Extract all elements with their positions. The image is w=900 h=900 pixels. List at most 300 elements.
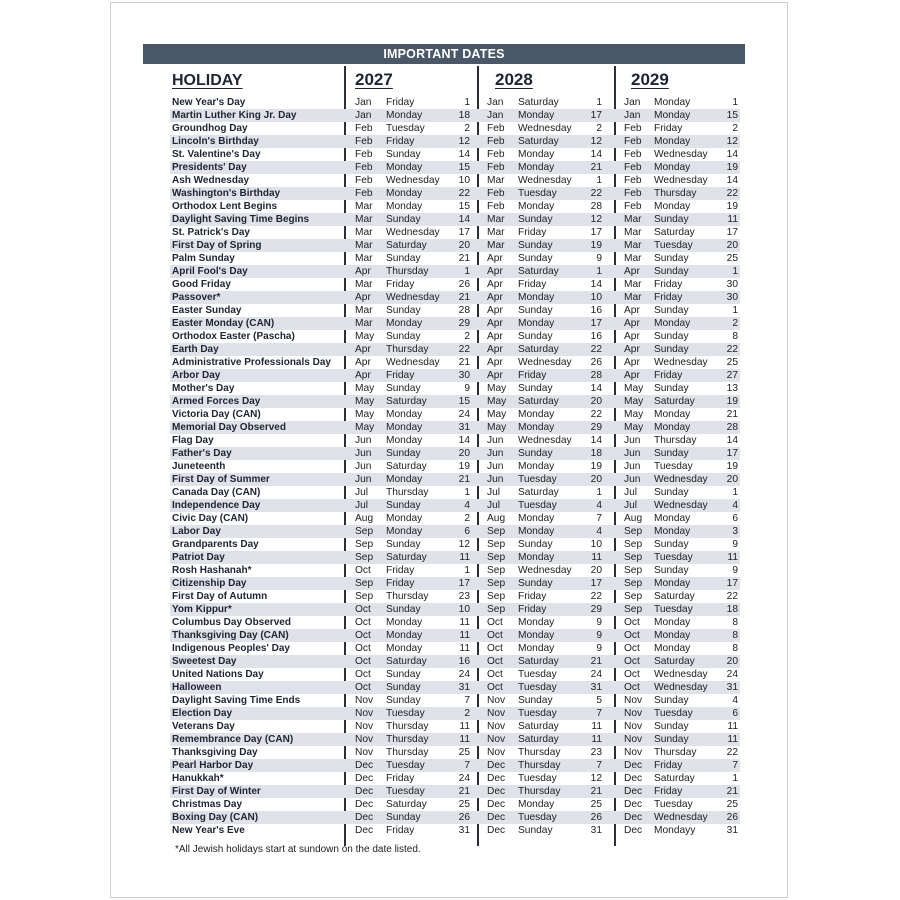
day-2027: 22 [458, 344, 470, 355]
day-2027: 30 [458, 370, 470, 381]
month-2027: May [355, 331, 375, 342]
month-2029: Jun [624, 474, 641, 485]
holiday-name: Grandparents Day [172, 539, 259, 550]
day-2028: 12 [590, 773, 602, 784]
table-row [170, 382, 740, 395]
table-row [170, 759, 740, 772]
holiday-name: Easter Sunday [172, 305, 242, 316]
month-2028: May [487, 396, 507, 407]
footnote: *All Jewish holidays start at sundown on the date listed. [175, 844, 421, 855]
day-2028: 23 [590, 747, 602, 758]
weekday-2029: Monday [654, 422, 691, 433]
month-2027: Jul [355, 500, 369, 511]
month-2029: Nov [624, 747, 643, 758]
month-2027: Dec [355, 786, 374, 797]
weekday-2028: Monday [518, 149, 555, 160]
month-2027: Feb [355, 136, 373, 147]
month-2027: Jan [355, 97, 372, 108]
table-row [170, 668, 740, 681]
weekday-2027: Monday [386, 188, 423, 199]
day-2029: 19 [726, 201, 738, 212]
day-2029: 26 [726, 812, 738, 823]
weekday-2028: Saturday [518, 487, 559, 498]
weekday-2027: Sunday [386, 500, 421, 511]
day-2027: 28 [458, 305, 470, 316]
weekday-2029: Monday [654, 318, 691, 329]
holiday-name: Martin Luther King Jr. Day [172, 110, 297, 121]
weekday-2028: Sunday [518, 240, 553, 251]
day-2027: 26 [458, 812, 470, 823]
holiday-name: First Day of Summer [172, 474, 270, 485]
weekday-2028: Monday [518, 513, 555, 524]
day-2028: 4 [596, 500, 602, 511]
weekday-2027: Monday [386, 110, 423, 121]
day-2029: 14 [726, 435, 738, 446]
holiday-name: Thanksgiving Day (CAN) [172, 630, 289, 641]
month-2027: Feb [355, 188, 373, 199]
day-2029: 22 [726, 747, 738, 758]
holiday-name: Washington's Birthday [172, 188, 281, 199]
holiday-name: Flag Day [172, 435, 214, 446]
weekday-2027: Monday [386, 474, 423, 485]
day-2029: 25 [726, 799, 738, 810]
weekday-2029: Sunday [654, 487, 689, 498]
day-2027: 31 [458, 682, 470, 693]
weekday-2028: Sunday [518, 331, 553, 342]
day-2029: 4 [732, 695, 738, 706]
month-2027: Jun [355, 448, 372, 459]
weekday-2029: Saturday [654, 656, 695, 667]
holiday-column-header [172, 72, 243, 90]
day-2029: 1 [732, 305, 738, 316]
weekday-2028: Saturday [518, 266, 559, 277]
day-2028: 20 [590, 474, 602, 485]
day-2028: 12 [590, 136, 602, 147]
month-2027: May [355, 383, 375, 394]
month-2029: Sep [624, 552, 643, 563]
table-row [170, 629, 740, 642]
month-2028: Dec [487, 799, 506, 810]
month-2029: Dec [624, 786, 643, 797]
table-row [170, 655, 740, 668]
month-2029: May [624, 409, 644, 420]
month-2028: Jun [487, 474, 504, 485]
month-2029: Apr [624, 357, 640, 368]
month-2029: Apr [624, 318, 640, 329]
day-2029: 1 [732, 266, 738, 277]
month-2027: Oct [355, 682, 371, 693]
holiday-name: Passover* [172, 292, 221, 303]
holiday-name: United Nations Day [172, 669, 264, 680]
weekday-2029: Sunday [654, 539, 689, 550]
weekday-2029: Friday [654, 760, 683, 771]
table-row [170, 408, 740, 421]
day-2028: 1 [596, 487, 602, 498]
weekday-2027: Saturday [386, 240, 427, 251]
holiday-name: Thanksgiving Day [172, 747, 258, 758]
table-row [170, 551, 740, 564]
month-2028: Feb [487, 201, 505, 212]
weekday-2027: Thursday [386, 721, 429, 732]
day-2028: 9 [596, 617, 602, 628]
weekday-2027: Monday [386, 526, 423, 537]
day-2028: 2 [596, 123, 602, 134]
weekday-2029: Thursday [654, 747, 697, 758]
day-2028: 31 [590, 825, 602, 836]
month-2027: May [355, 409, 375, 420]
table-row [170, 161, 740, 174]
month-2027: Aug [355, 513, 374, 524]
day-2028: 22 [590, 188, 602, 199]
day-2027: 7 [464, 695, 470, 706]
day-2028: 22 [590, 591, 602, 602]
weekday-2028: Saturday [518, 344, 559, 355]
day-2027: 1 [464, 97, 470, 108]
month-2028: May [487, 422, 507, 433]
month-2027: Apr [355, 292, 371, 303]
month-2028: Apr [487, 357, 503, 368]
weekday-2027: Monday [386, 630, 423, 641]
weekday-2029: Sunday [654, 565, 689, 576]
month-2028: Dec [487, 760, 506, 771]
day-2028: 12 [590, 214, 602, 225]
table-row [170, 187, 740, 200]
month-2029: Feb [624, 149, 642, 160]
month-2027: Oct [355, 617, 371, 628]
weekday-2029: Sunday [654, 253, 689, 264]
month-2029: Mar [624, 253, 642, 264]
day-2027: 12 [458, 136, 470, 147]
weekday-2027: Monday [386, 422, 423, 433]
month-2028: Sep [487, 591, 506, 602]
table-row [170, 174, 740, 187]
weekday-2029: Tuesday [654, 552, 693, 563]
month-2027: Feb [355, 123, 373, 134]
day-2028: 14 [590, 279, 602, 290]
month-2029: Mar [624, 292, 642, 303]
holiday-name: Independence Day [172, 500, 261, 511]
month-2029: Sep [624, 591, 643, 602]
table-row [170, 317, 740, 330]
weekday-2028: Monday [518, 422, 555, 433]
day-2027: 24 [458, 669, 470, 680]
month-2029: Sep [624, 604, 643, 615]
month-2027: Dec [355, 812, 374, 823]
month-2028: Apr [487, 344, 503, 355]
weekday-2029: Wednesday [654, 500, 708, 511]
weekday-2028: Monday [518, 552, 555, 563]
table-row [170, 811, 740, 824]
day-2027: 20 [458, 448, 470, 459]
month-2027: Feb [355, 175, 373, 186]
day-2027: 1 [464, 266, 470, 277]
weekday-2029: Monday [654, 526, 691, 537]
weekday-2029: Friday [654, 786, 683, 797]
month-2027: Nov [355, 721, 374, 732]
table-row [170, 681, 740, 694]
table-row [170, 434, 740, 447]
month-2028: Mar [487, 240, 505, 251]
day-2027: 11 [459, 734, 470, 745]
month-2029: Dec [624, 773, 643, 784]
holiday-name: Daylight Saving Time Begins [172, 214, 310, 225]
table-row [170, 239, 740, 252]
month-2027: Apr [355, 344, 371, 355]
day-2027: 19 [458, 461, 470, 472]
day-2027: 2 [464, 123, 470, 134]
month-2029: Jun [624, 448, 641, 459]
table-row [170, 642, 740, 655]
weekday-2028: Saturday [518, 734, 559, 745]
day-2027: 10 [458, 175, 470, 186]
day-2027: 18 [458, 110, 470, 121]
day-2027: 26 [458, 279, 470, 290]
weekday-2028: Friday [518, 370, 547, 381]
day-2028: 20 [590, 565, 602, 576]
weekday-2027: Sunday [386, 682, 421, 693]
weekday-2028: Tuesday [518, 682, 557, 693]
weekday-2028: Sunday [518, 448, 553, 459]
day-2028: 21 [590, 656, 602, 667]
day-2029: 31 [726, 825, 738, 836]
weekday-2028: Sunday [518, 578, 553, 589]
weekday-2029: Tuesday [654, 708, 693, 719]
month-2028: Jun [487, 461, 504, 472]
weekday-2027: Monday [386, 201, 423, 212]
weekday-2029: Friday [654, 292, 683, 303]
day-2029: 1 [732, 773, 738, 784]
day-2028: 16 [590, 331, 602, 342]
weekday-2029: Saturday [654, 591, 695, 602]
holiday-name: Father's Day [172, 448, 232, 459]
weekday-2027: Wednesday [386, 227, 440, 238]
month-2028: May [487, 409, 507, 420]
weekday-2028: Sunday [518, 305, 553, 316]
month-2028: Dec [487, 773, 506, 784]
holiday-name: Hanukkah* [172, 773, 224, 784]
day-2027: 12 [458, 539, 470, 550]
month-2027: Mar [355, 253, 373, 264]
month-2029: Sep [624, 578, 643, 589]
year-header-2027 [355, 70, 393, 90]
weekday-2029: Sunday [654, 305, 689, 316]
holiday-name: St. Patrick's Day [172, 227, 250, 238]
table-row [170, 135, 740, 148]
weekday-2029: Monday [654, 97, 691, 108]
table-row [170, 785, 740, 798]
weekday-2029: Friday [654, 370, 683, 381]
weekday-2028: Thursday [518, 747, 561, 758]
weekday-2029: Mondayy [654, 825, 696, 836]
month-2029: Apr [624, 370, 640, 381]
month-2028: Apr [487, 331, 503, 342]
day-2027: 11 [459, 552, 470, 563]
day-2029: 11 [727, 214, 738, 225]
day-2027: 17 [458, 227, 470, 238]
year-header-2028 [495, 70, 533, 90]
month-2028: Apr [487, 318, 503, 329]
day-2027: 31 [458, 422, 470, 433]
month-2029: Feb [624, 136, 642, 147]
table-row [170, 421, 740, 434]
table-row [170, 694, 740, 707]
holiday-name: Pearl Harbor Day [172, 760, 254, 771]
month-2028: Apr [487, 370, 503, 381]
weekday-2027: Friday [386, 825, 415, 836]
table-row [170, 486, 740, 499]
day-2028: 22 [590, 344, 602, 355]
table-row [170, 798, 740, 811]
day-2028: 28 [590, 201, 602, 212]
day-2028: 7 [596, 760, 602, 771]
weekday-2027: Tuesday [386, 760, 425, 771]
weekday-2028: Friday [518, 279, 547, 290]
month-2027: Sep [355, 526, 374, 537]
month-2029: Apr [624, 266, 640, 277]
holiday-name: Columbus Day Observed [172, 617, 291, 628]
month-2028: Sep [487, 604, 506, 615]
month-2027: Sep [355, 578, 374, 589]
month-2029: Dec [624, 812, 643, 823]
table-row [170, 122, 740, 135]
month-2027: Mar [355, 240, 373, 251]
weekday-2029: Tuesday [654, 461, 693, 472]
holiday-name: Juneteenth [172, 461, 226, 472]
table-row [170, 499, 740, 512]
weekday-2027: Sunday [386, 604, 421, 615]
holiday-name: Indigenous Peoples' Day [172, 643, 290, 654]
month-2029: Sep [624, 565, 643, 576]
day-2027: 24 [458, 773, 470, 784]
weekday-2027: Monday [386, 643, 423, 654]
month-2027: Mar [355, 201, 373, 212]
weekday-2028: Thursday [518, 786, 561, 797]
weekday-2028: Saturday [518, 97, 559, 108]
month-2029: Jul [624, 500, 638, 511]
month-2029: Oct [624, 643, 640, 654]
day-2029: 21 [726, 409, 738, 420]
month-2027: Jun [355, 461, 372, 472]
weekday-2027: Sunday [386, 253, 421, 264]
month-2029: Sep [624, 526, 643, 537]
weekday-2027: Sunday [386, 214, 421, 225]
holiday-name: New Year's Eve [172, 825, 245, 836]
day-2029: 22 [726, 344, 738, 355]
holiday-name: Veterans Day [172, 721, 235, 732]
month-2027: Dec [355, 825, 374, 836]
day-2028: 14 [590, 149, 602, 160]
day-2029: 15 [726, 110, 738, 121]
day-2029: 19 [726, 162, 738, 173]
weekday-2027: Saturday [386, 461, 427, 472]
day-2029: 30 [726, 279, 738, 290]
day-2029: 6 [732, 513, 738, 524]
day-2028: 19 [590, 240, 602, 251]
day-2027: 1 [464, 565, 470, 576]
holiday-name: First Day of Autumn [172, 591, 268, 602]
day-2027: 25 [458, 747, 470, 758]
holiday-name: Armed Forces Day [172, 396, 261, 407]
holiday-name: Election Day [172, 708, 233, 719]
year-header-text: 2027 [355, 70, 393, 89]
month-2028: Sep [487, 565, 506, 576]
table-row [170, 564, 740, 577]
weekday-2028: Sunday [518, 383, 553, 394]
month-2027: Feb [355, 149, 373, 160]
weekday-2027: Sunday [386, 812, 421, 823]
month-2029: May [624, 396, 644, 407]
month-2029: Oct [624, 630, 640, 641]
table-row [170, 330, 740, 343]
weekday-2027: Saturday [386, 656, 427, 667]
weekday-2028: Tuesday [518, 474, 557, 485]
weekday-2027: Saturday [386, 396, 427, 407]
table-row [170, 720, 740, 733]
day-2028: 21 [590, 162, 602, 173]
holiday-name: Earth Day [172, 344, 219, 355]
month-2028: Oct [487, 656, 503, 667]
table-row [170, 603, 740, 616]
holiday-name: Palm Sunday [172, 253, 235, 264]
day-2028: 9 [596, 630, 602, 641]
day-2028: 14 [590, 383, 602, 394]
day-2028: 17 [590, 318, 602, 329]
weekday-2029: Thursday [654, 435, 697, 446]
weekday-2029: Sunday [654, 734, 689, 745]
month-2028: Feb [487, 162, 505, 173]
month-2029: Aug [624, 513, 643, 524]
table-row [170, 200, 740, 213]
day-2029: 8 [732, 331, 738, 342]
day-2027: 9 [464, 383, 470, 394]
weekday-2029: Tuesday [654, 604, 693, 615]
weekday-2029: Saturday [654, 773, 695, 784]
month-2028: Oct [487, 643, 503, 654]
day-2027: 4 [464, 500, 470, 511]
holiday-name: Orthodox Lent Begins [172, 201, 277, 212]
month-2027: Oct [355, 630, 371, 641]
day-2028: 9 [596, 253, 602, 264]
month-2028: Oct [487, 630, 503, 641]
weekday-2028: Friday [518, 604, 547, 615]
weekday-2029: Monday [654, 630, 691, 641]
year-header-text: 2028 [495, 70, 533, 89]
day-2029: 19 [726, 396, 738, 407]
day-2027: 14 [458, 214, 470, 225]
weekday-2029: Wednesday [654, 682, 708, 693]
weekday-2029: Monday [654, 162, 691, 173]
month-2027: Jun [355, 435, 372, 446]
day-2028: 11 [591, 552, 602, 563]
day-2027: 29 [458, 318, 470, 329]
day-2029: 28 [726, 422, 738, 433]
month-2027: Apr [355, 266, 371, 277]
month-2027: Sep [355, 552, 374, 563]
day-2028: 11 [591, 721, 602, 732]
month-2029: Jan [624, 110, 641, 121]
weekday-2028: Monday [518, 461, 555, 472]
holiday-name: Citizenship Day [172, 578, 247, 589]
day-2027: 25 [458, 799, 470, 810]
day-2028: 20 [590, 396, 602, 407]
month-2028: Jul [487, 487, 501, 498]
weekday-2029: Sunday [654, 331, 689, 342]
month-2028: Nov [487, 747, 506, 758]
month-2027: Dec [355, 799, 374, 810]
weekday-2027: Thursday [386, 734, 429, 745]
weekday-2027: Thursday [386, 266, 429, 277]
weekday-2028: Saturday [518, 721, 559, 732]
